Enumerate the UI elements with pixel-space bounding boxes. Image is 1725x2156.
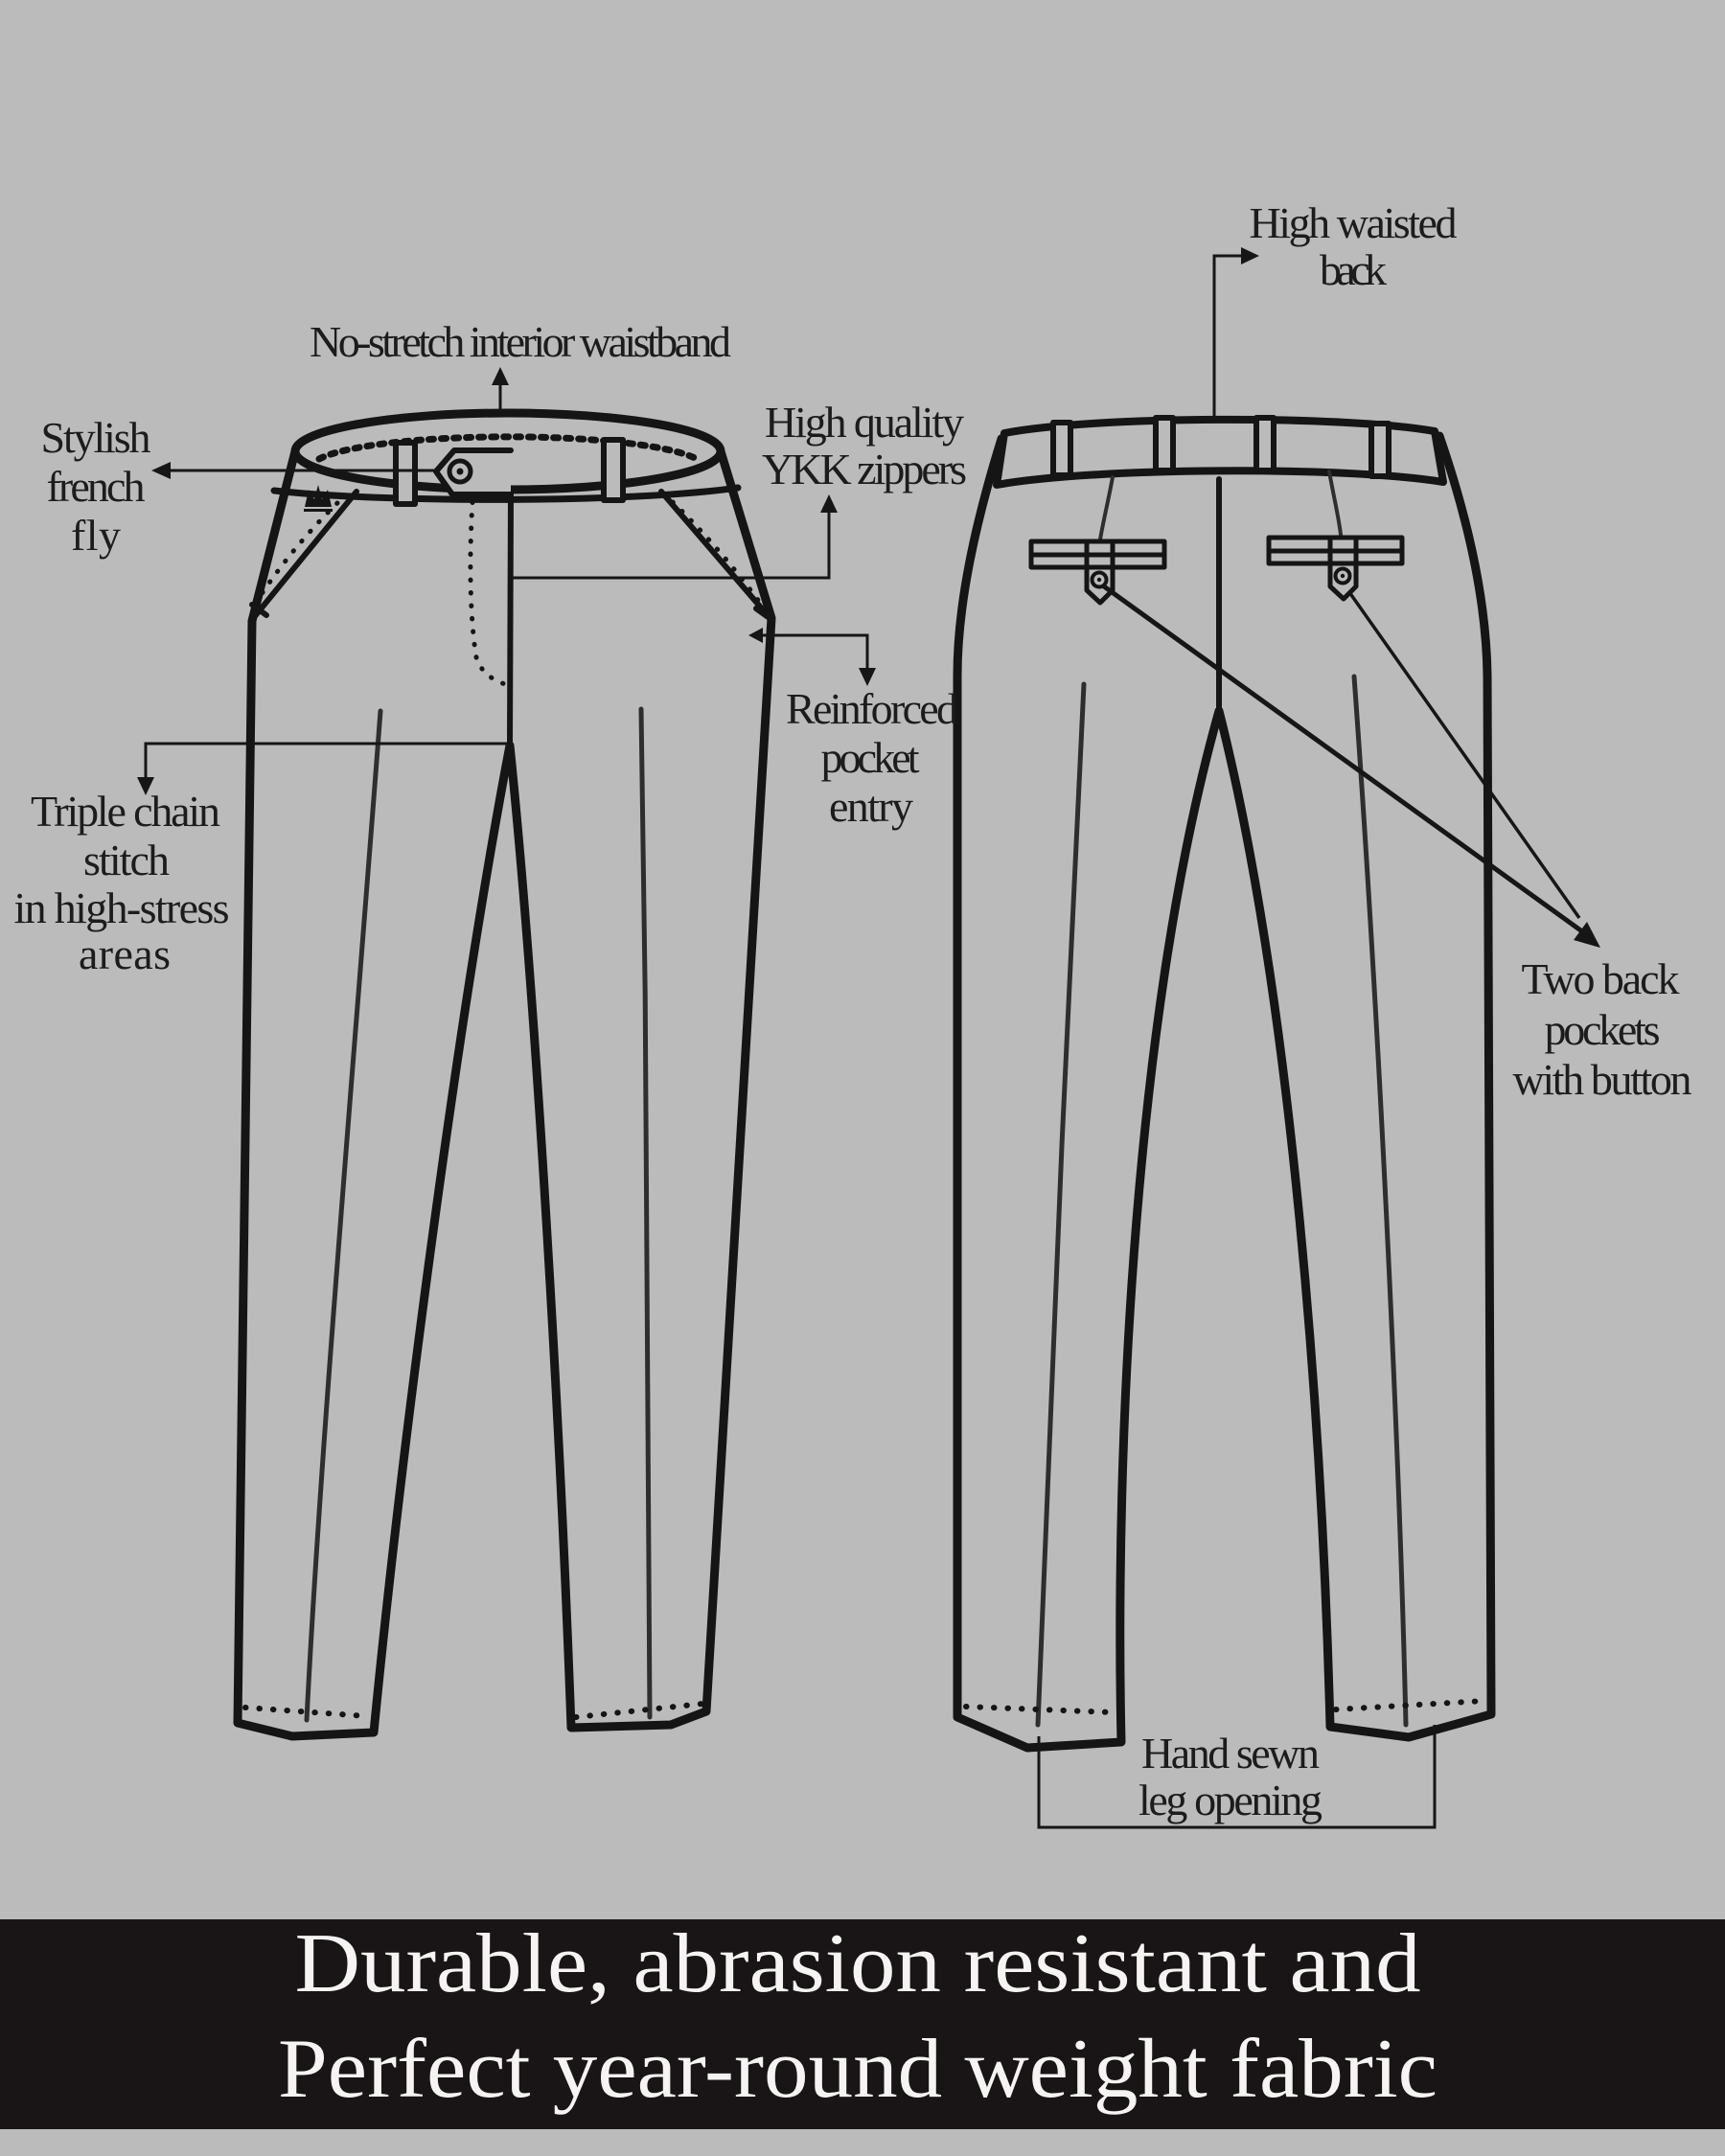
front-belt-loop: [396, 443, 415, 504]
svg-text:pocket: pocket: [820, 733, 920, 782]
back-belt-loop: [1371, 424, 1389, 476]
svg-text:Hand sewn: Hand sewn: [1141, 1729, 1320, 1778]
back-belt-loop: [1256, 418, 1274, 470]
label-leg-opening: [1138, 1729, 1322, 1824]
svg-text:YKK zippers: YKK zippers: [762, 445, 967, 493]
svg-text:back: back: [1320, 245, 1387, 294]
svg-text:in high-stress: in high-stress: [13, 883, 230, 932]
front-belt-loop: [604, 440, 623, 500]
svg-text:Triple chain: Triple chain: [31, 787, 220, 836]
back-belt-loop: [1156, 418, 1173, 470]
svg-text:fly: fly: [71, 511, 121, 560]
svg-text:pockets: pockets: [1544, 1005, 1661, 1054]
svg-text:stitch: stitch: [83, 836, 170, 884]
svg-text:entry: entry: [829, 782, 913, 831]
svg-text:areas: areas: [79, 929, 171, 978]
svg-text:with button: with button: [1512, 1055, 1692, 1104]
svg-text:french: french: [46, 462, 146, 511]
banner-line-1: Durable, abrasion resistant and: [294, 1917, 1421, 2010]
label-no-stretch: No-stretch interior waistband: [310, 317, 731, 366]
svg-text:Stylish: Stylish: [40, 413, 151, 462]
svg-text:High quality: High quality: [765, 398, 964, 447]
svg-text:High waisted: High waisted: [1249, 198, 1458, 247]
fly-button-dot: [457, 469, 464, 475]
svg-text:leg opening: leg opening: [1138, 1776, 1322, 1824]
label-ykk-zippers: [762, 398, 967, 493]
svg-text:Two back: Two back: [1521, 954, 1680, 1003]
bottom-banner: [0, 1917, 1725, 2129]
svg-text:Reinforced: Reinforced: [786, 684, 958, 733]
banner-line-2: Perfect year-round weight fabric: [278, 2023, 1438, 2116]
fly-center-seam: [510, 494, 511, 745]
back-belt-loop: [1053, 423, 1070, 475]
